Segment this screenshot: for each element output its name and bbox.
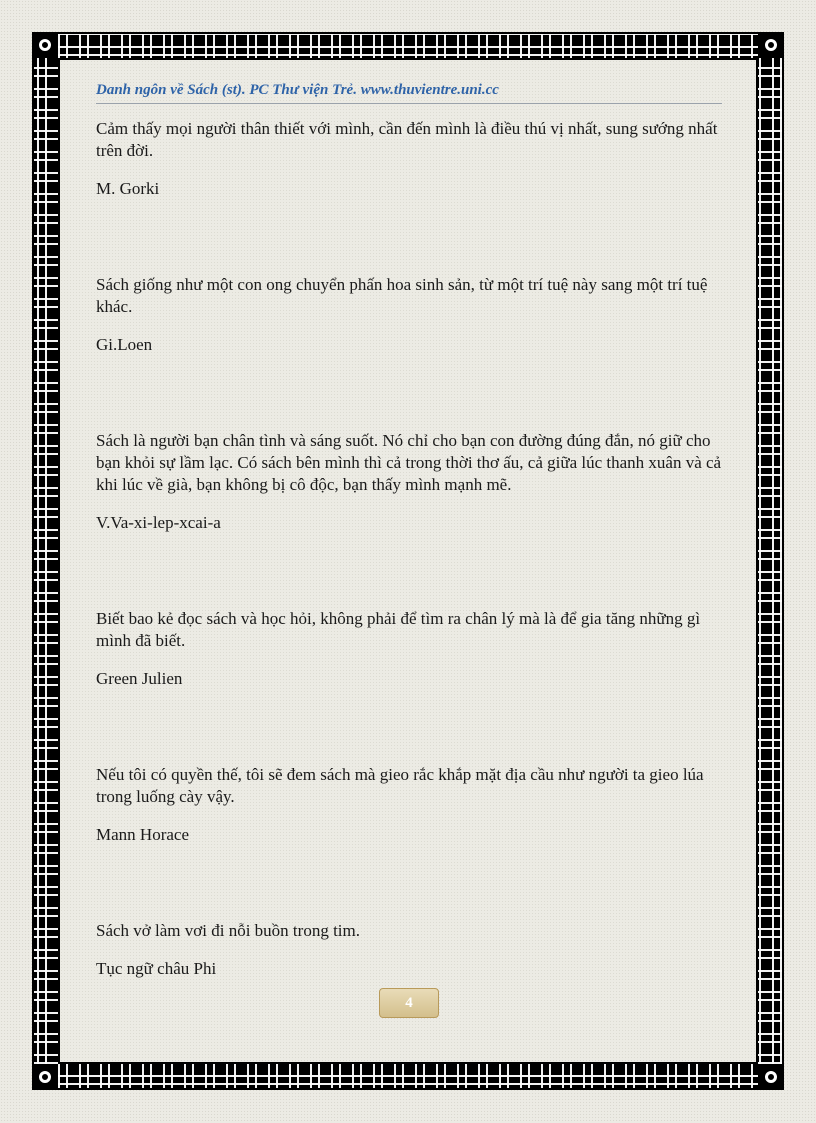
quote-text: Biết bao kẻ đọc sách và học hỏi, không phải để tìm ra chân lý mà là để gia tăng những gì mình đã biết. [96,609,701,650]
quote-text: Sách vở làm vơi đi nỗi buồn trong tim. [96,921,360,940]
corner-ornament-icon [32,1064,58,1090]
quote-block [96,430,726,534]
quote-author: Gi.Loen [96,335,153,354]
corner-ornament-icon [758,32,784,58]
quote-block [96,920,726,980]
quote-author: Tục ngữ châu Phi [96,959,217,978]
quote-text: Sách giống như một con ong chuyển phấn hoa sinh sản, từ một trí tuệ này sang một trí tuệ khác. [96,275,708,316]
quote-block [96,118,726,200]
corner-ornament-icon [758,1064,784,1090]
corner-ornament-icon [32,32,58,58]
quote-block [96,274,726,356]
quote-text: Cảm thấy mọi người thân thiết với mình, cần đến mình là điều thú vị nhất, sung sướng nhất trên đời. [96,119,718,160]
quote-list [96,118,726,980]
running-header: Danh ngôn về Sách (st). PC Thư viện Trẻ. www.thuvientre.uni.cc [96,82,722,104]
page-number-badge: 4 [379,988,439,1018]
quote-block [96,608,726,690]
quote-author: V.Va-xi-lep-xcai-a [96,513,221,532]
quote-text: Nếu tôi có quyền thế, tôi sẽ đem sách mà gieo rắc khắp mặt địa cầu như người ta gieo lúa trong luống cày vậy. [96,765,704,806]
quote-author: Mann Horace [96,825,189,844]
quote-block [96,764,726,846]
quote-author: Green Julien [96,669,183,688]
quote-author: M. Gorki [96,179,160,198]
quote-text: Sách là người bạn chân tình và sáng suốt. Nó chỉ cho bạn con đường đúng đắn, nó giữ cho bạn khỏi sự lầm lạc. Có sách bên mình thì cả trong thời thơ ấu, cả giữa lúc thanh xuân và cả khi lúc về già, bạn không bị cô độc, bạn thấy mình mạnh mẽ. [96,431,722,494]
